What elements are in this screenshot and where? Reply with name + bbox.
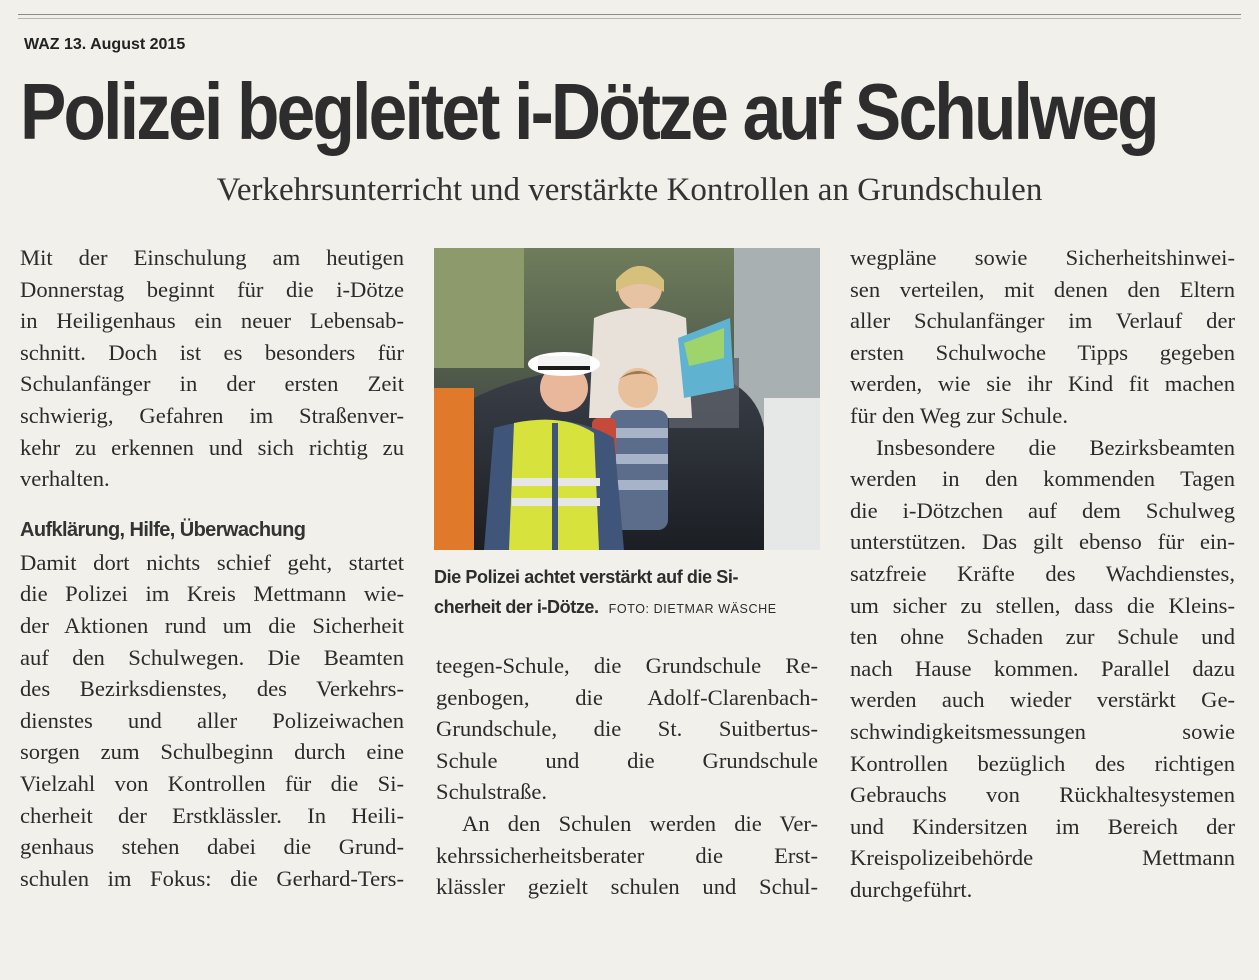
text-line: verhalten. [20, 466, 110, 492]
text-line: satzfreie Kräfte des Wachdienstes, [850, 560, 1235, 586]
text-line: werden auch wieder verstärkt Ge- [850, 687, 1235, 713]
photo-caption [434, 562, 822, 624]
caption-line: Die Polizei achtet verstärkt auf die Si- [434, 567, 739, 587]
text-line: die Polizei im Kreis Mettmann wie- [20, 581, 404, 607]
text-line: klässler gezielt schulen und Schul- [436, 874, 818, 900]
text-line: sorgen zum Schulbeginn durch eine [20, 739, 404, 765]
caption-line-2 [434, 592, 822, 624]
text-line: Schulanfänger in der ersten Zeit [20, 371, 404, 397]
text-line: aller Schulanfänger im Verlauf der [850, 308, 1235, 334]
paragraph [850, 432, 1235, 906]
paragraph [436, 650, 818, 808]
caption-text: cherheit der i-Dötze. [434, 597, 599, 617]
text-line: werden in den kommenden Tagen [850, 466, 1235, 492]
text-line: Kreispolizeibehörde Mettmann [850, 845, 1235, 871]
top-rule-secondary [18, 18, 1241, 19]
section-subheading: Aufklärung, Hilfe, Überwachung [20, 518, 306, 541]
photo-credit: FOTO: DIETMAR WÄSCHE [608, 602, 777, 616]
photo-illustration [434, 248, 820, 550]
text-line: cherheit der Erstklässler. In Heili- [20, 802, 404, 828]
text-line: Schulstraße. [436, 779, 548, 805]
text-line: Gebrauchs von Rückhaltesystemen [850, 782, 1235, 808]
text-line: Schule und die Grundschule [436, 747, 818, 773]
paragraph [436, 808, 818, 903]
text-line: genbogen, die Adolf-Clarenbach- [436, 684, 818, 710]
text-line: teegen-Schule, die Grundschule Re- [436, 653, 818, 678]
text-line: für den Weg zur Schule. [850, 402, 1068, 428]
text-line: Damit dort nichts schief geht, startet [20, 549, 404, 575]
text-line: um sicher zu stellen, dass die Kleins- [850, 592, 1235, 618]
text-line: die i-Dötzchen auf dem Schulweg [850, 497, 1235, 523]
article-column-1 [20, 242, 404, 894]
text-line: Mit der Einschulung am heutigen [20, 245, 404, 270]
article-photo [434, 248, 820, 550]
text-line: durchgeführt. [850, 876, 973, 902]
text-line: Insbesondere die Bezirksbeamten [876, 434, 1235, 460]
text-line: des Bezirksdienstes, des Verkehrs- [20, 676, 404, 702]
text-line: der Aktionen rund um die Sicherheit [20, 612, 404, 638]
article-column-2 [436, 650, 818, 903]
text-line: Donnerstag beginnt für die i-Dötze [20, 276, 404, 302]
text-line: Vielzahl von Kontrollen für die Si- [20, 770, 404, 796]
text-line: genhaus stehen dabei die Grund- [20, 834, 404, 860]
source-date: WAZ 13. August 2015 [24, 36, 186, 53]
text-line: ersten Schulwoche Tipps gegeben [850, 339, 1235, 365]
text-line: unterstützen. Das gilt ebenso für ein- [850, 529, 1235, 555]
text-line: ten ohne Schaden zur Schule und [850, 624, 1235, 650]
text-line: in Heiligenhaus ein neuer Lebensab- [20, 308, 404, 334]
text-line: dienstes und aller Polizeiwachen [20, 707, 404, 733]
text-line: schwierig, Gefahren im Straßenver- [20, 402, 404, 428]
paragraph [20, 547, 404, 895]
text-line: schwindigkeitsmessungen sowie [850, 718, 1235, 744]
subheadline: Verkehrsunterricht und verstärkte Kontrollen an Grundschulen [216, 172, 1043, 208]
text-line: sen verteilen, mit denen den Eltern [850, 276, 1235, 302]
text-line: schnitt. Doch ist es besonders für [20, 339, 404, 365]
headline: Polizei begleitet i-Dötze auf Schulweg [20, 67, 1157, 156]
text-line: Grundschule, die St. Suitbertus- [436, 716, 818, 742]
text-line: nach Hause kommen. Parallel dazu [850, 655, 1235, 681]
paragraph [850, 242, 1235, 432]
text-line: kehrssicherheitsberater die Erst- [436, 842, 818, 868]
paragraph [20, 242, 404, 495]
text-line: und Kindersitzen im Bereich der [850, 813, 1235, 839]
article-column-3 [850, 242, 1235, 905]
text-line: Kontrollen bezüglich des richtigen [850, 750, 1235, 776]
text-line: auf den Schulwegen. Die Beamten [20, 644, 404, 670]
text-line: wegpläne sowie Sicherheitshinwei- [850, 245, 1235, 270]
text-line: schulen im Fokus: die Gerhard-Ters- [20, 865, 404, 891]
top-rule [18, 14, 1241, 15]
text-line: werden, wie sie ihr Kind fit machen [850, 371, 1235, 397]
text-line: An den Schulen werden die Ver- [462, 810, 818, 836]
text-line: kehr zu erkennen und sich richtig zu [20, 434, 404, 460]
